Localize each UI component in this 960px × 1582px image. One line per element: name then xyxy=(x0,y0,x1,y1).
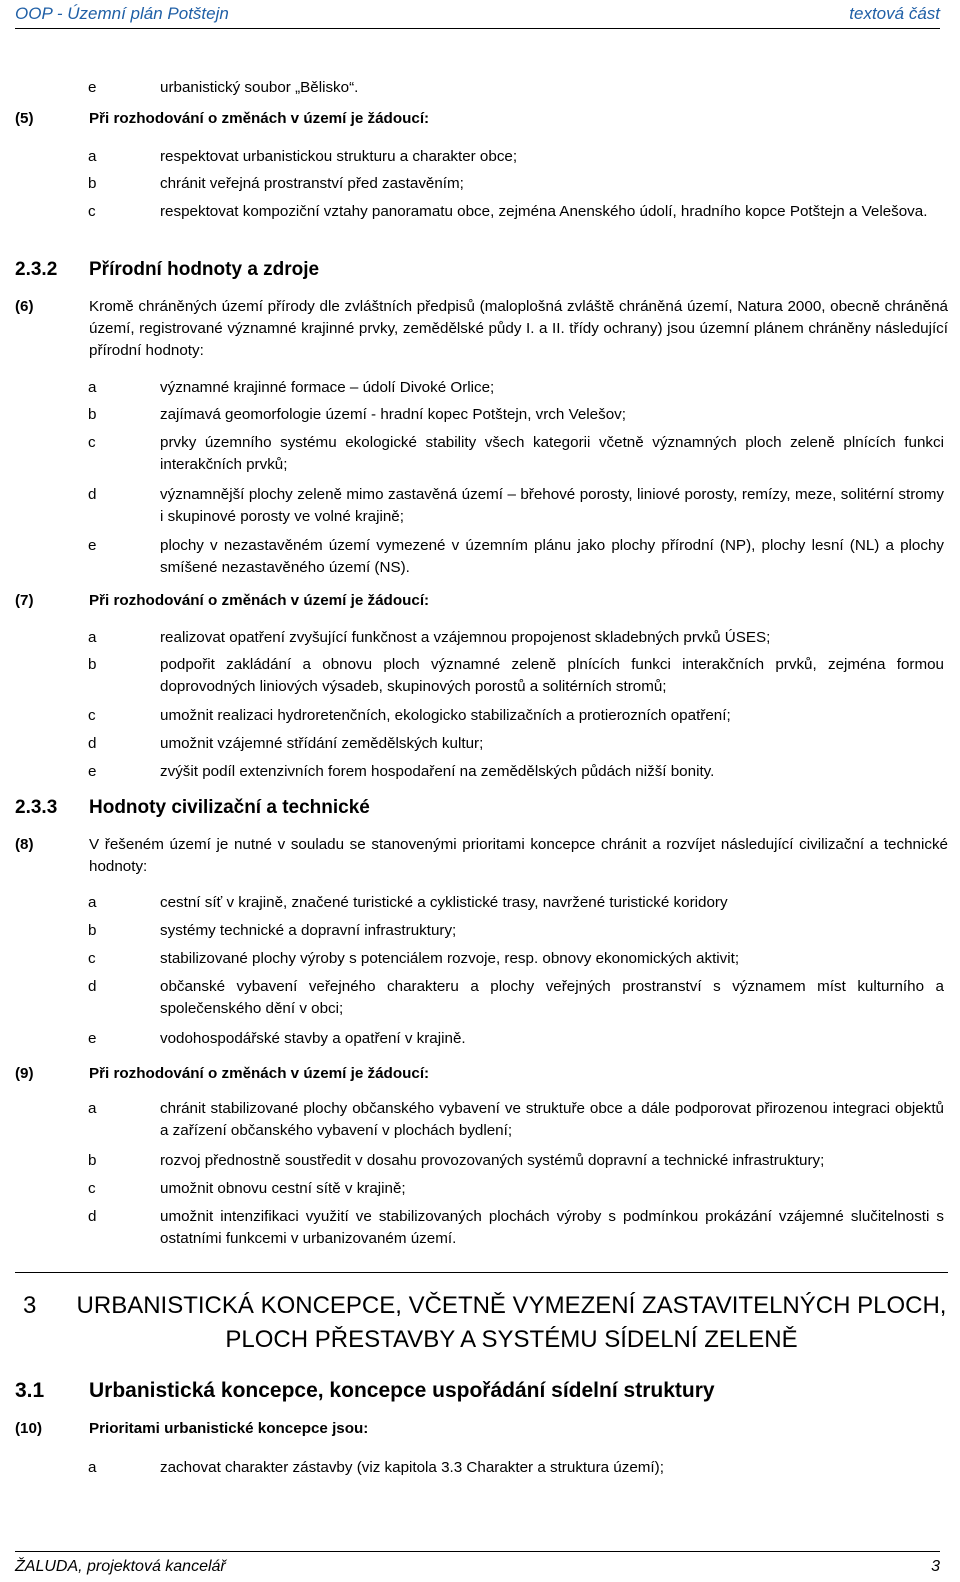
list-item xyxy=(88,948,948,970)
chapter-heading-3 xyxy=(15,1289,948,1357)
list-item xyxy=(88,1206,948,1250)
list-text: umožnit intenzifikaci využití ve stabilizovaných plochách výroby s podmínkou prokázání vzájemné slučitelnosti s ostatními funkcemi v urbanizovaném území. xyxy=(160,1208,944,1247)
list-item xyxy=(88,432,948,476)
header-title: OOP - Územní plán Potštejn xyxy=(15,4,229,23)
list-letter: c xyxy=(88,434,96,451)
list-text: podpořit zakládání a obnovu ploch významné zeleně plnících funkci interakčních prvků, zejména formou doprovodných liniových výsadeb, skupinových porostů a solitérních stromů; xyxy=(160,656,944,695)
paragraph-number: (8) xyxy=(15,836,34,853)
list-letter: c xyxy=(88,203,96,220)
paragraph-number: (10) xyxy=(15,1420,43,1437)
list-letter: b xyxy=(88,656,97,673)
list-text: umožnit vzájemné střídání zemědělských kultur; xyxy=(160,735,484,752)
list-item xyxy=(88,404,948,426)
list-text: významnější plochy zeleně mimo zastavěná území – břehové porosty, liniové porosty, remízy, meze, solitérní stromy i skupinové porosty ve volné krajině; xyxy=(160,486,944,525)
list-text: významné krajinné formace – údolí Divoké Orlice; xyxy=(160,379,495,396)
paragraph-8 xyxy=(15,834,948,878)
paragraph-text: Při rozhodování o změnách v území je žádoucí: xyxy=(89,110,430,127)
list-item xyxy=(88,484,948,528)
page-header xyxy=(15,0,940,29)
list-letter: c xyxy=(88,707,96,724)
paragraph-text: Při rozhodování o změnách v území je žádoucí: xyxy=(89,1065,430,1082)
list-text: cestní síť v krajině, značené turistické a cyklistické trasy, navržené turistické koridory xyxy=(160,894,728,911)
list-text: chránit veřejná prostranství před zastavěním; xyxy=(160,175,464,192)
list-item xyxy=(88,146,948,168)
paragraph-text: V řešeném území je nutné v souladu se stanovenými prioritami koncepce chránit a rozvíjet následující civilizační a technické hodnoty: xyxy=(89,836,948,875)
list-letter: b xyxy=(88,406,97,423)
list-letter: a xyxy=(88,1459,97,1476)
list-text: stabilizované plochy výroby s potenciálem rozvoje, resp. obnovy ekonomických aktivit; xyxy=(160,950,740,967)
list-letter: e xyxy=(88,79,97,96)
paragraph-9 xyxy=(15,1063,948,1085)
paragraph-number: (7) xyxy=(15,592,34,609)
list-item xyxy=(88,1098,948,1142)
list-item xyxy=(88,892,948,914)
list-text: systémy technické a dopravní infrastruktury; xyxy=(160,922,457,939)
heading-number: 2.3.2 xyxy=(15,259,58,280)
footer-company: ŽALUDA, projektová kancelář xyxy=(15,1558,226,1575)
list-text: rozvoj přednostně soustředit v dosahu provozovaných systémů dopravní a technické infrastruktury; xyxy=(160,1152,825,1169)
paragraph-7 xyxy=(15,590,948,612)
header-section: textová část xyxy=(849,4,940,23)
list-item xyxy=(88,1457,948,1479)
list-text: realizovat opatření zvyšující funkčnost a vzájemnou propojenost skladebných prvků ÚSES; xyxy=(160,629,771,646)
list-letter: c xyxy=(88,1180,96,1197)
list-item xyxy=(88,77,948,99)
list-item xyxy=(88,627,948,649)
list-text: umožnit realizaci hydroretenčních, ekologicko stabilizačních a protierozních opatření; xyxy=(160,707,731,724)
section-heading-3-1 xyxy=(15,1378,715,1404)
list-item xyxy=(88,1028,948,1050)
heading-number: 3 xyxy=(23,1292,37,1319)
list-letter: a xyxy=(88,379,97,396)
list-item xyxy=(88,377,948,399)
heading-text: Urbanistická koncepce, koncepce uspořádání sídelní struktury xyxy=(89,1379,715,1402)
list-letter: b xyxy=(88,1152,97,1169)
paragraph-number: (6) xyxy=(15,298,34,315)
list-text: urbanistický soubor „Bělisko“. xyxy=(160,79,359,96)
list-text: zvýšit podíl extenzivních forem hospodaření na zemědělských půdách nižší bonity. xyxy=(160,763,715,780)
list-item xyxy=(88,976,948,1020)
list-item xyxy=(88,920,948,942)
paragraph-6 xyxy=(15,296,948,362)
list-text: občanské vybavení veřejného charakteru a plochy veřejných prostranství s významem míst kulturního a společenského dění v obci; xyxy=(160,978,944,1017)
list-text: zachovat charakter zástavby (viz kapitola 3.3 Charakter a struktura území); xyxy=(160,1459,664,1476)
list-item xyxy=(88,535,948,579)
list-letter: a xyxy=(88,629,97,646)
list-text: prvky územního systému ekologické stability všech kategorii včetně významných ploch zeleně plnících funkci interakčních prvků; xyxy=(160,434,944,473)
list-text: respektovat urbanistickou strukturu a charakter obce; xyxy=(160,148,518,165)
list-letter: d xyxy=(88,486,97,503)
list-item xyxy=(88,1150,948,1172)
heading-number: 2.3.3 xyxy=(15,797,58,818)
list-letter: d xyxy=(88,735,97,752)
heading-text: Hodnoty civilizační a technické xyxy=(89,797,370,818)
list-item xyxy=(88,733,948,755)
paragraph-5 xyxy=(15,108,948,130)
paragraph-text: Kromě chráněných území přírody dle zvláštních předpisů (maloplošná zvláště chráněná území, Natura 2000, obecně chráněná území, registrované významné krajinné prvky, zemědělské půdy I. a II. třídy ochrany) jsou územní plánem chráněny následující přírodní hodnoty: xyxy=(89,298,948,359)
paragraph-text: Prioritami urbanistické koncepce jsou: xyxy=(89,1420,369,1437)
paragraph-number: (9) xyxy=(15,1065,34,1082)
list-letter: d xyxy=(88,1208,97,1225)
heading-number: 3.1 xyxy=(15,1379,45,1402)
chapter-divider xyxy=(15,1272,948,1273)
list-item xyxy=(88,1178,948,1200)
list-text: respektovat kompoziční vztahy panoramatu obce, zejména Anenského údolí, hradního kopce Potštejn a Velešova. xyxy=(160,203,928,220)
list-letter: e xyxy=(88,537,97,554)
heading-text: Přírodní hodnoty a zdroje xyxy=(89,259,320,280)
list-letter: e xyxy=(88,763,97,780)
list-letter: a xyxy=(88,148,97,165)
list-text: chránit stabilizované plochy občanského vybavení ve struktuře obce a dále podporovat přirozenou integraci objektů a zařízení občanského vybavení v plochách bydlení; xyxy=(160,1100,944,1139)
list-item xyxy=(88,761,948,783)
list-letter: b xyxy=(88,922,97,939)
paragraph-10 xyxy=(15,1418,948,1440)
list-item xyxy=(88,173,948,195)
list-text: vodohospodářské stavby a opatření v krajině. xyxy=(160,1030,466,1047)
section-heading-2-3-3 xyxy=(15,796,370,820)
section-heading-2-3-2 xyxy=(15,258,319,282)
list-item xyxy=(88,705,948,727)
list-item xyxy=(88,654,948,698)
heading-text: URBANISTICKÁ KONCEPCE, VČETNĚ VYMEZENÍ ZASTAVITELNÝCH PLOCH, PLOCH PŘESTAVBY A SYSTÉMU SÍDELNÍ ZELENĚ xyxy=(76,1292,947,1353)
list-text: zajímavá geomorfologie území - hradní kopec Potštejn, vrch Velešov; xyxy=(160,406,626,423)
list-text: umožnit obnovu cestní sítě v krajině; xyxy=(160,1180,406,1197)
list-letter: e xyxy=(88,1030,97,1047)
paragraph-number: (5) xyxy=(15,110,34,127)
list-letter: a xyxy=(88,1100,97,1117)
paragraph-text: Při rozhodování o změnách v území je žádoucí: xyxy=(89,592,430,609)
list-letter: a xyxy=(88,894,97,911)
page-number: 3 xyxy=(931,1558,940,1575)
list-letter: d xyxy=(88,978,97,995)
list-item xyxy=(88,201,948,223)
list-letter: c xyxy=(88,950,96,967)
list-text: plochy v nezastavěném území vymezené v územním plánu jako plochy přírodní (NP), plochy lesní (NL) a plochy smíšené nezastavěného území (NS). xyxy=(160,537,944,576)
page-footer xyxy=(15,1551,940,1582)
list-letter: b xyxy=(88,175,97,192)
